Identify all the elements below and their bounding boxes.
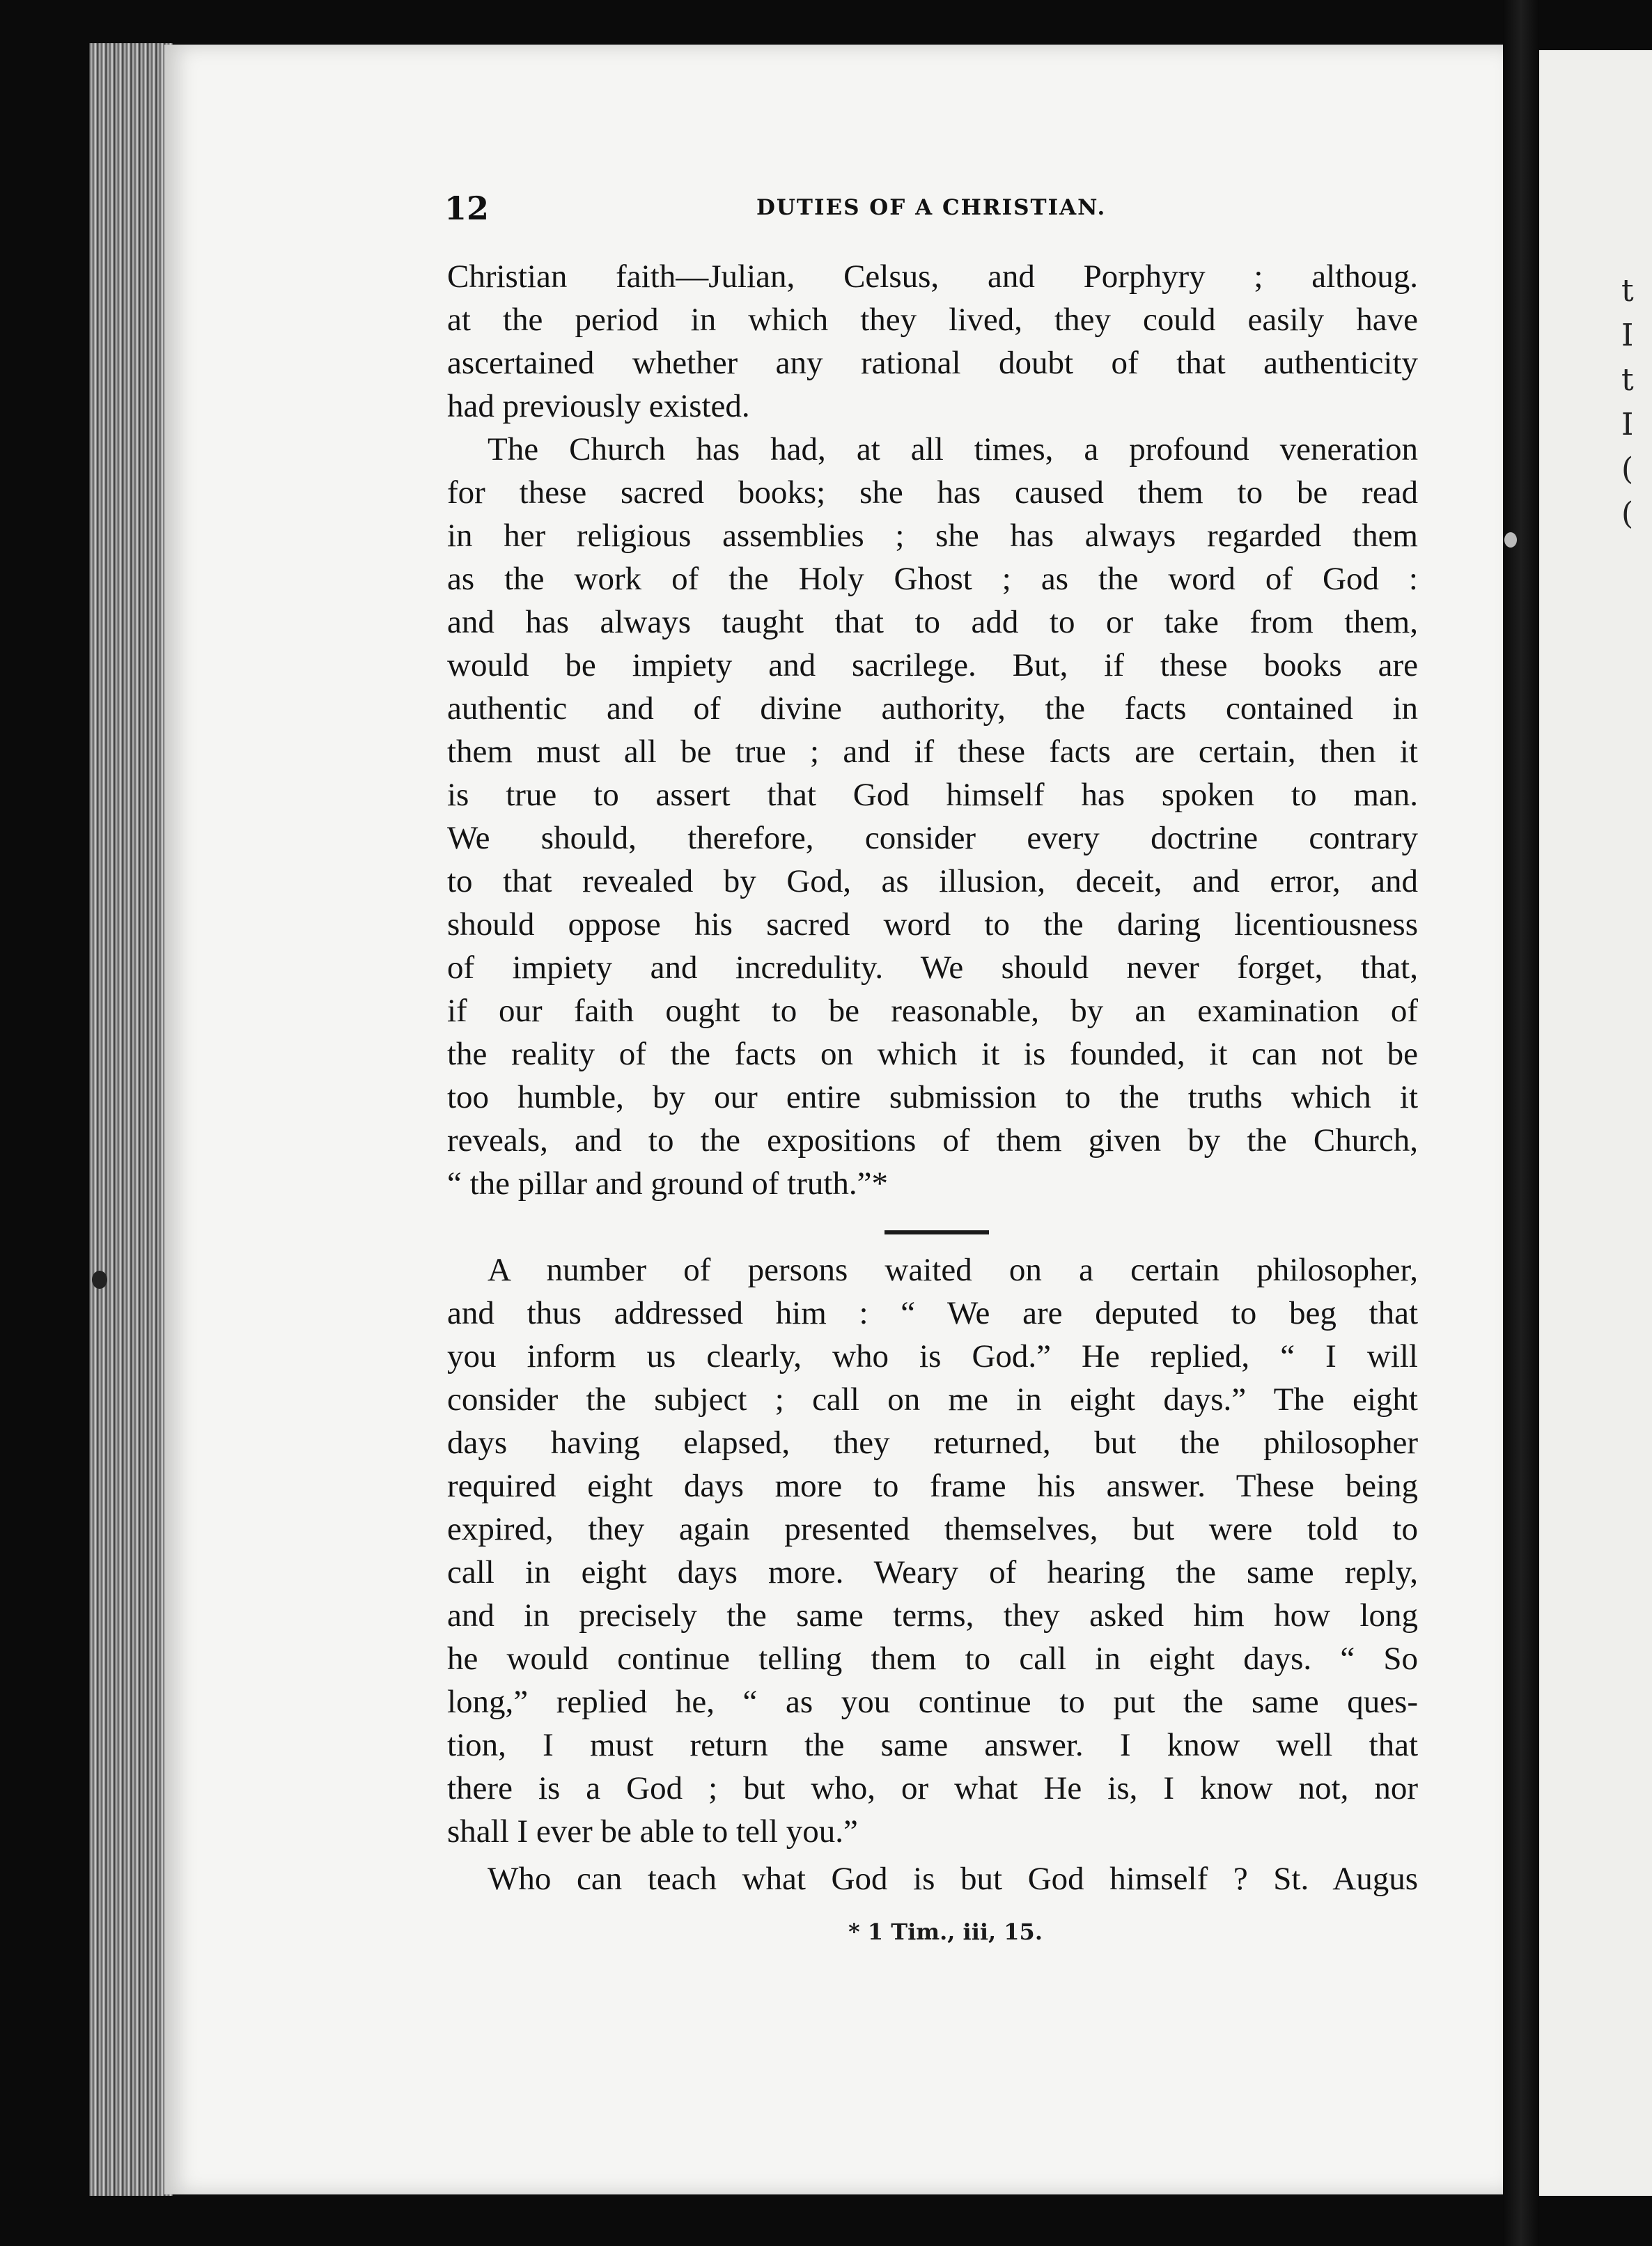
- text-line: ascertained whether any rational doubt of that authenticity: [447, 345, 1418, 381]
- text-line: there is a God ; but who, or what He is, I know not, nor: [447, 1770, 1418, 1806]
- running-header: [444, 189, 1417, 234]
- footnote: * 1 Tim., iii, 15.: [848, 1919, 1043, 1945]
- text-line: is true to assert that God himself has spoken to man.: [447, 777, 1418, 813]
- text-line: as the work of the Holy Ghost ; as the word of God :: [447, 561, 1418, 597]
- text-line: We should, therefore, consider every doctrine contrary: [447, 820, 1418, 856]
- paragraph-church-veneration: [447, 428, 1418, 1205]
- page-number: 12: [444, 189, 490, 227]
- text-line: call in eight days more. Weary of hearing the same reply,: [447, 1554, 1418, 1590]
- next-page-letter: t: [1621, 273, 1634, 309]
- text-line: tion, I must return the same answer. I know well that: [447, 1727, 1418, 1763]
- text-line: them must all be true ; and if these facts are certain, then it: [447, 734, 1418, 770]
- text-line: expired, they again presented themselves, but were told to: [447, 1511, 1418, 1547]
- text-line: Who can teach what God is but God himself ? St. Augus: [488, 1861, 1418, 1897]
- text-line: would be impiety and sacrilege. But, if these books are: [447, 647, 1418, 683]
- text-line: of impiety and incredulity. We should never forget, that,: [447, 950, 1418, 986]
- next-page-letter: (: [1621, 451, 1634, 487]
- text-line: the reality of the facts on which it is founded, it can not be: [447, 1036, 1418, 1072]
- text-line: and thus addressed him : “ We are deputed to beg that: [447, 1295, 1418, 1331]
- text-line: long,” replied he, “ as you continue to put the same ques-: [447, 1684, 1418, 1720]
- text-line: to that revealed by God, as illusion, deceit, and error, and: [447, 863, 1418, 899]
- text-line: and in precisely the same terms, they asked him how long: [447, 1597, 1418, 1634]
- text-line: had previously existed.: [447, 388, 750, 424]
- next-page-letter: (: [1621, 496, 1634, 532]
- book-gutter: [1503, 0, 1539, 2246]
- scan-speck: [92, 1271, 107, 1289]
- section-divider: [885, 1230, 989, 1234]
- text-line: A number of persons waited on a certain philosopher,: [488, 1252, 1418, 1288]
- paragraph-philosopher-anecdote: [447, 1248, 1418, 1853]
- book-page-edges: [89, 43, 173, 2196]
- text-line: he would continue telling them to call in eight days. “ So: [447, 1641, 1418, 1677]
- text-line: reveals, and to the expositions of them given by the Church,: [447, 1122, 1418, 1159]
- text-line: The Church has had, at all times, a profound veneration: [488, 431, 1418, 467]
- text-line: consider the subject ; call on me in eight days.” The eight: [447, 1381, 1418, 1418]
- text-line: should oppose his sacred word to the daring licentiousness: [447, 906, 1418, 943]
- text-line: in her religious assemblies ; she has always regarded them: [447, 518, 1418, 554]
- text-line: for these sacred books; she has caused them to be read: [447, 474, 1418, 511]
- text-line: if our faith ought to be reasonable, by an examination of: [447, 993, 1418, 1029]
- running-title: DUTIES OF A CHRISTIAN.: [756, 195, 1107, 220]
- text-line: at the period in which they lived, they could easily have: [447, 302, 1418, 338]
- next-page-letter: I: [1621, 318, 1634, 353]
- paragraph-who-can-teach: [447, 1857, 1418, 1900]
- text-line: required eight days more to frame his answer. These being: [447, 1468, 1418, 1504]
- next-page-letter: t: [1621, 362, 1634, 398]
- text-line: Christian faith—Julian, Celsus, and Porphyry ; althoug.: [447, 258, 1418, 295]
- text-line: too humble, by our entire submission to the truths which it: [447, 1079, 1418, 1115]
- scan-speck: [1504, 532, 1517, 548]
- text-line: you inform us clearly, who is God.” He replied, “ I will: [447, 1338, 1418, 1374]
- next-page-fragment: [1539, 50, 1652, 2196]
- next-page-letter: I: [1621, 407, 1634, 442]
- text-line: shall I ever be able to tell you.”: [447, 1813, 858, 1850]
- text-line: “ the pillar and ground of truth.”*: [447, 1165, 889, 1202]
- text-line: days having elapsed, they returned, but the philosopher: [447, 1425, 1418, 1461]
- text-line: and has always taught that to add to or take from them,: [447, 604, 1418, 640]
- paragraph-continued: [447, 255, 1418, 428]
- text-line: authentic and of divine authority, the facts contained in: [447, 690, 1418, 727]
